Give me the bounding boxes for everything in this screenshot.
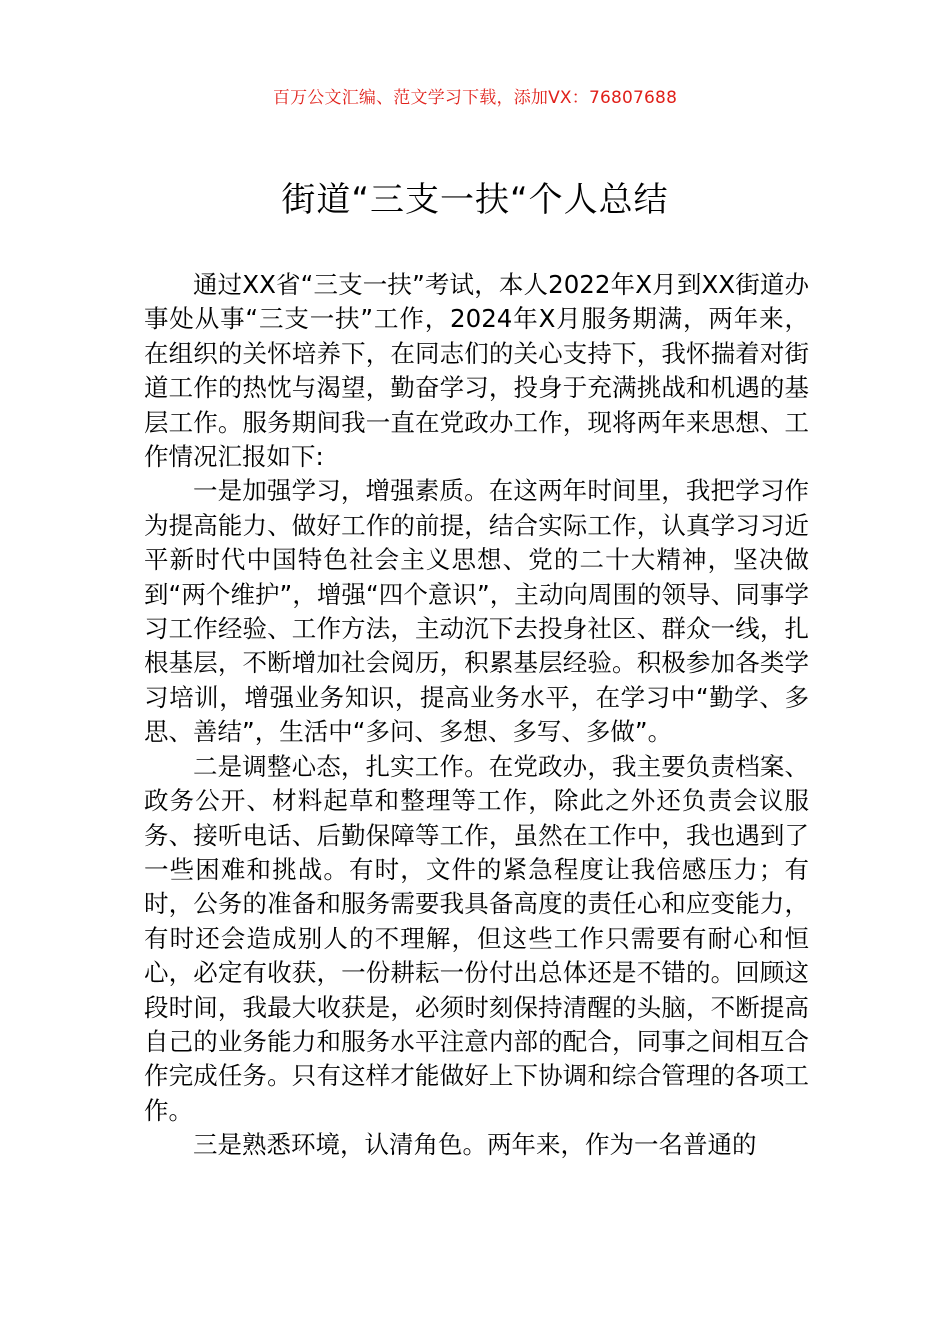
document-title: 街道“三支一扶“个人总结 bbox=[281, 180, 669, 220]
watermark-header: 百万公文汇编、范文学习下载，添加VX：76807688 bbox=[272, 88, 678, 108]
document-body bbox=[144, 268, 809, 1163]
paragraph-study: 一是加强学习，增强素质。在这两年时间里，我把学习作为提高能力、做好工作的前提，结合实际工作，认真学习习近平新时代中国特色社会主义思想、党的二十大精神，坚决做到“两个维护”，增强“四个意识”，主动向周围的领导、同事学习工作经验、工作方法，主动沉下去投身社区、群众一线，扎根基层，不断增加社会阅历，积累基层经验。积极参加各类学习培训，增强业务知识，提高业务水平，在学习中“勤学、多思、善结”，生活中“多问、多想、多写、多做”。 bbox=[144, 476, 809, 747]
paragraph-work: 二是调整心态，扎实工作。在党政办，我主要负责档案、政务公开、材料起草和整理等工作，除此之外还负责会议服务、接听电话、后勤保障等工作，虽然在工作中，我也遇到了一些困难和挑战。有时，文件的紧急程度让我倍感压力；有时，公务的准备和服务需要我具备高度的责任心和应变能力，有时还会造成别人的不理解，但这些工作只需要有耐心和恒心，必定有收获，一份耕耘一份付出总体还是不错的。回顾这段时间，我最大收获是，必须时刻保持清醒的头脑，不断提高自己的业务能力和服务水平注意内部的配合，同事之间相互合作完成任务。只有这样才能做好上下协调和综合管理的各项工作。 bbox=[144, 751, 809, 1125]
paragraph-environment: 三是熟悉环境，认清角色。两年来，作为一名普通的 bbox=[193, 1130, 757, 1160]
paragraph-intro: 通过XX省“三支一扶”考试，本人2022年X月到XX街道办事处从事“三支一扶”工作，2024年X月服务期满，两年来，在组织的关怀培养下，在同志们的关心支持下，我怀揣着对街道工作的热忱与渴望，勤奋学习，投身于充满挑战和机遇的基层工作。服务期间我一直在党政办工作，现将两年来思想、工作情况汇报如下: bbox=[144, 270, 809, 472]
